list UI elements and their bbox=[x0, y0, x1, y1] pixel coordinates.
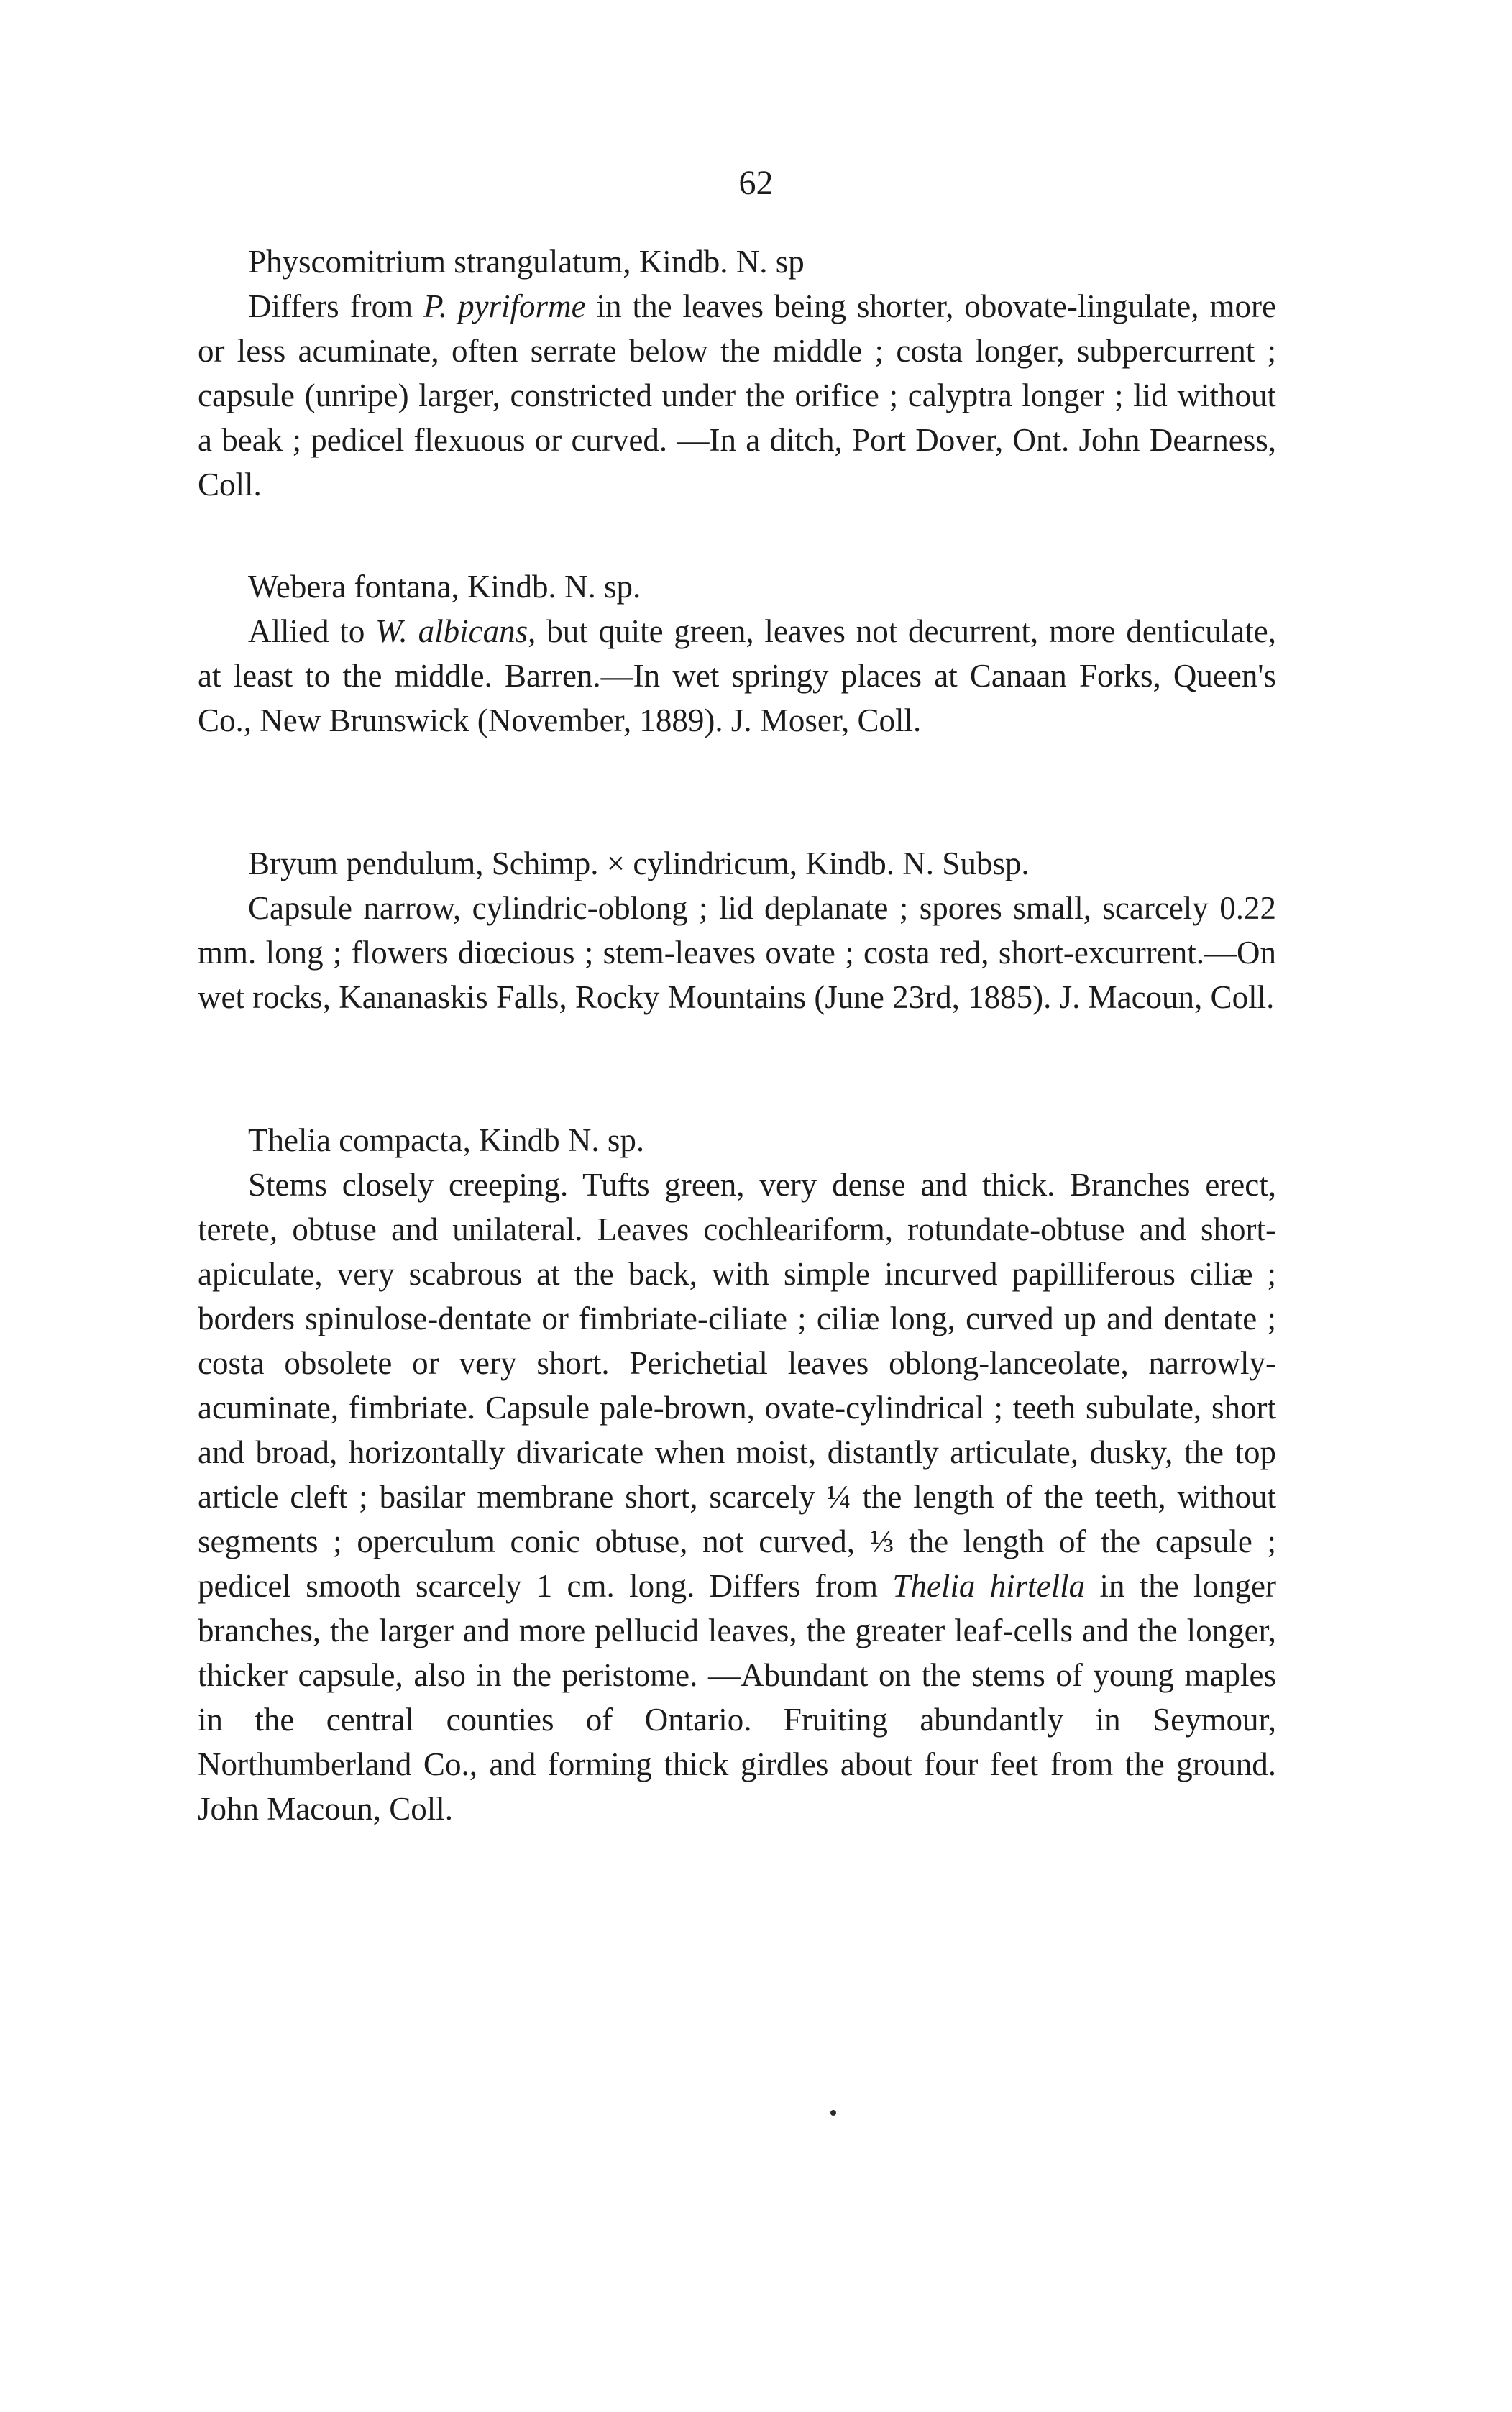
species-entry-thelia bbox=[198, 1118, 1276, 1831]
species-heading: Thelia compacta, Kindb N. sp. bbox=[248, 1122, 645, 1158]
species-name-italic: W. albicans bbox=[375, 613, 528, 649]
species-entry-physcomitrium bbox=[198, 239, 1276, 507]
page-number: 62 bbox=[738, 164, 774, 202]
species-description bbox=[198, 886, 1276, 1019]
stray-ink-dot bbox=[830, 2110, 836, 2116]
description-text: Capsule narrow, cylindric-oblong ; lid deplanate ; spores small, scarcely 0.22 mm. long ; flowers diœcious ; stem-leaves ovate ; costa red, short-excurrent.—On wet rocks, Kananaskis Falls, Rocky Mountains (June 23rd, 1885). J. Macoun, Coll. bbox=[198, 890, 1276, 1015]
description-text: in the leaves being shorter, obovate-lingulate, more or less acuminate, often serrate below the middle ; costa longer, subpercurrent ; capsule (unripe) larger, constricted under the orifice ; calyptra longer ; lid without a beak ; pedicel flexuous or curved. —In a ditch, Port Dover, Ont. John Dearness, Coll. bbox=[198, 288, 1276, 503]
species-heading: Webera fontana, Kindb. N. sp. bbox=[248, 569, 641, 605]
description-text: in the longer branches, the larger and more pellucid leaves, the greater leaf-cells and the longer, thicker capsule, also in the peristome. —Abundant on the stems of young maples in the central counties of Ontario. Fruiting abundantly in Seymour, Northumberland Co., and forming thick girdles about four feet from the ground. John Macoun, Coll. bbox=[198, 1568, 1277, 1827]
description-text: , but quite green, leaves not decurrent, more denticulate, at least to the middle. Barren.—In wet springy places at Canaan Forks, Queen's Co., New Brunswick (November, 1889). J. Moser, Coll. bbox=[198, 613, 1276, 738]
species-entry-webera bbox=[198, 564, 1276, 743]
species-heading: Physcomitrium strangulatum, Kindb. N. sp bbox=[248, 244, 805, 280]
species-description bbox=[198, 1163, 1276, 1831]
species-description bbox=[198, 609, 1276, 743]
species-name-italic: Thelia hirtella bbox=[892, 1568, 1086, 1604]
species-name-italic: P. pyriforme bbox=[423, 288, 586, 324]
species-heading: Bryum pendulum, Schimp. × cylindricum, Kindb. N. Subsp. bbox=[248, 845, 1030, 881]
species-entry-bryum bbox=[198, 841, 1276, 1019]
description-text: Allied to bbox=[248, 613, 376, 649]
description-text: Stems closely creeping. Tufts green, very dense and thick. Branches erect, terete, obtuse and unilateral. Leaves cochleariform, rotundate-obtuse and short-apiculate, very scabrous at the back, with simple incurved papilliferous ciliæ ; borders spinulose-dentate or fimbriate-ciliate ; ciliæ long, curved up and dentate ; costa obsolete or very short. Perichetial leaves oblong-lanceolate, narrowly-acuminate, fimbriate. Capsule pale-brown, ovate-cylindrical ; teeth subulate, short and broad, horizontally divaricate when moist, distantly articulate, dusky, the top article cleft ; basilar membrane short, scarcely ¼ the length of the teeth, without segments ; operculum conic obtuse, not curved, ⅓ the length of the capsule ; pedicel smooth scarcely 1 cm. long. Differs from bbox=[198, 1167, 1276, 1604]
description-text: Differs from bbox=[248, 288, 424, 324]
species-description bbox=[198, 284, 1276, 507]
